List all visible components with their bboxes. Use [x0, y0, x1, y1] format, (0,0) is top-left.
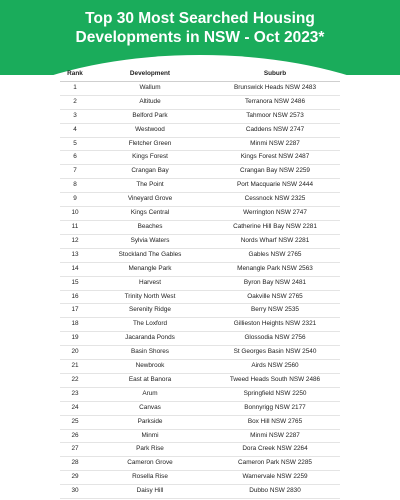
cell-development: The Loxford — [90, 318, 210, 332]
cell-development: Menangle Park — [90, 262, 210, 276]
cell-rank: 30 — [60, 485, 90, 499]
title-line-2: Developments in NSW - Oct 2023* — [75, 29, 325, 46]
cell-development: Arum — [90, 387, 210, 401]
cell-suburb: Tweed Heads South NSW 2486 — [210, 373, 340, 387]
cell-development: Basin Shores — [90, 346, 210, 360]
header-rank: Rank — [60, 68, 90, 81]
cell-development: Vineyard Grove — [90, 193, 210, 207]
cell-rank: 10 — [60, 207, 90, 221]
cell-suburb: Tahmoor NSW 2573 — [210, 109, 340, 123]
table-row — [60, 290, 340, 304]
cell-rank: 1 — [60, 81, 90, 95]
cell-development: Wallum — [90, 81, 210, 95]
cell-development: East at Banora — [90, 373, 210, 387]
cell-development: Rosella Rise — [90, 471, 210, 485]
table-row — [60, 220, 340, 234]
cell-suburb: Menangle Park NSW 2563 — [210, 262, 340, 276]
cell-development: Harvest — [90, 276, 210, 290]
cell-suburb: St Georges Basin NSW 2540 — [210, 346, 340, 360]
table-row — [60, 318, 340, 332]
cell-development: The Point — [90, 179, 210, 193]
table-row — [60, 95, 340, 109]
header-suburb: Suburb — [210, 68, 340, 81]
cell-development: Sylvia Waters — [90, 234, 210, 248]
cell-suburb: Minmi NSW 2287 — [210, 429, 340, 443]
cell-rank: 19 — [60, 332, 90, 346]
cell-rank: 11 — [60, 220, 90, 234]
cell-development: Kings Central — [90, 207, 210, 221]
cell-suburb: Kings Forest NSW 2487 — [210, 151, 340, 165]
cell-rank: 24 — [60, 401, 90, 415]
cell-development: Altitude — [90, 95, 210, 109]
cell-suburb: Bonnyrigg NSW 2177 — [210, 401, 340, 415]
table-row — [60, 429, 340, 443]
cell-rank: 7 — [60, 165, 90, 179]
table-row — [60, 346, 340, 360]
cell-development: Daisy Hill — [90, 485, 210, 499]
cell-development: Cameron Grove — [90, 457, 210, 471]
cell-rank: 2 — [60, 95, 90, 109]
table-row — [60, 276, 340, 290]
table-row — [60, 332, 340, 346]
cell-suburb: Box Hill NSW 2765 — [210, 415, 340, 429]
table-row — [60, 485, 340, 499]
table-row — [60, 443, 340, 457]
cell-rank: 21 — [60, 360, 90, 374]
cell-suburb: Port Macquarie NSW 2444 — [210, 179, 340, 193]
cell-development: Serenity Ridge — [90, 304, 210, 318]
table-row — [60, 415, 340, 429]
cell-suburb: Nords Wharf NSW 2281 — [210, 234, 340, 248]
cell-rank: 4 — [60, 123, 90, 137]
cell-development: Westwood — [90, 123, 210, 137]
cell-rank: 13 — [60, 248, 90, 262]
cell-rank: 27 — [60, 443, 90, 457]
cell-suburb: Dubbo NSW 2830 — [210, 485, 340, 499]
table-header-row — [60, 68, 340, 81]
cell-development: Stockland The Gables — [90, 248, 210, 262]
cell-suburb: Minmi NSW 2287 — [210, 137, 340, 151]
table-row — [60, 109, 340, 123]
cell-suburb: Springfield NSW 2250 — [210, 387, 340, 401]
cell-suburb: Caddens NSW 2747 — [210, 123, 340, 137]
table-row — [60, 165, 340, 179]
cell-suburb: Airds NSW 2560 — [210, 360, 340, 374]
cell-rank: 15 — [60, 276, 90, 290]
cell-rank: 25 — [60, 415, 90, 429]
cell-suburb: Oakville NSW 2765 — [210, 290, 340, 304]
cell-suburb: Gillieston Heights NSW 2321 — [210, 318, 340, 332]
cell-rank: 5 — [60, 137, 90, 151]
cell-development: Canvas — [90, 401, 210, 415]
page-title — [0, 9, 400, 47]
cell-suburb: Werrington NSW 2747 — [210, 207, 340, 221]
cell-development: Beaches — [90, 220, 210, 234]
title-line-1: Top 30 Most Searched Housing — [85, 10, 315, 27]
cell-suburb: Byron Bay NSW 2481 — [210, 276, 340, 290]
cell-development: Minmi — [90, 429, 210, 443]
cell-suburb: Berry NSW 2535 — [210, 304, 340, 318]
table-row — [60, 193, 340, 207]
table-row — [60, 81, 340, 95]
cell-rank: 28 — [60, 457, 90, 471]
table-row — [60, 471, 340, 485]
cell-suburb: Cameron Park NSW 2285 — [210, 457, 340, 471]
table-row — [60, 457, 340, 471]
table-row — [60, 373, 340, 387]
cell-rank: 3 — [60, 109, 90, 123]
cell-suburb: Glossodia NSW 2756 — [210, 332, 340, 346]
cell-suburb: Crangan Bay NSW 2259 — [210, 165, 340, 179]
cell-suburb: Dora Creek NSW 2264 — [210, 443, 340, 457]
cell-development: Kings Forest — [90, 151, 210, 165]
table-row — [60, 207, 340, 221]
table-row — [60, 137, 340, 151]
cell-development: Jacaranda Ponds — [90, 332, 210, 346]
cell-suburb: Cessnock NSW 2325 — [210, 193, 340, 207]
rankings-table — [60, 68, 340, 499]
cell-development: Fletcher Green — [90, 137, 210, 151]
table-row — [60, 234, 340, 248]
cell-development: Crangan Bay — [90, 165, 210, 179]
cell-rank: 22 — [60, 373, 90, 387]
cell-suburb: Catherine Hill Bay NSW 2281 — [210, 220, 340, 234]
table-row — [60, 360, 340, 374]
table-row — [60, 387, 340, 401]
cell-rank: 17 — [60, 304, 90, 318]
cell-development: Parkside — [90, 415, 210, 429]
cell-suburb: Terranora NSW 2486 — [210, 95, 340, 109]
header-development: Development — [90, 68, 210, 81]
cell-rank: 29 — [60, 471, 90, 485]
cell-suburb: Gables NSW 2765 — [210, 248, 340, 262]
cell-development: Park Rise — [90, 443, 210, 457]
cell-rank: 23 — [60, 387, 90, 401]
cell-rank: 16 — [60, 290, 90, 304]
table-row — [60, 151, 340, 165]
table-row — [60, 262, 340, 276]
cell-rank: 14 — [60, 262, 90, 276]
cell-development: Belford Park — [90, 109, 210, 123]
cell-rank: 8 — [60, 179, 90, 193]
cell-rank: 18 — [60, 318, 90, 332]
cell-suburb: Brunswick Heads NSW 2483 — [210, 81, 340, 95]
cell-rank: 9 — [60, 193, 90, 207]
cell-rank: 20 — [60, 346, 90, 360]
table-row — [60, 304, 340, 318]
cell-rank: 6 — [60, 151, 90, 165]
table-row — [60, 401, 340, 415]
table-row — [60, 123, 340, 137]
rankings-table-container — [60, 68, 340, 499]
cell-development: Trinity North West — [90, 290, 210, 304]
table-row — [60, 248, 340, 262]
cell-rank: 12 — [60, 234, 90, 248]
cell-suburb: Warnervale NSW 2259 — [210, 471, 340, 485]
table-body — [60, 81, 340, 498]
cell-development: Newbrook — [90, 360, 210, 374]
table-row — [60, 179, 340, 193]
cell-rank: 26 — [60, 429, 90, 443]
